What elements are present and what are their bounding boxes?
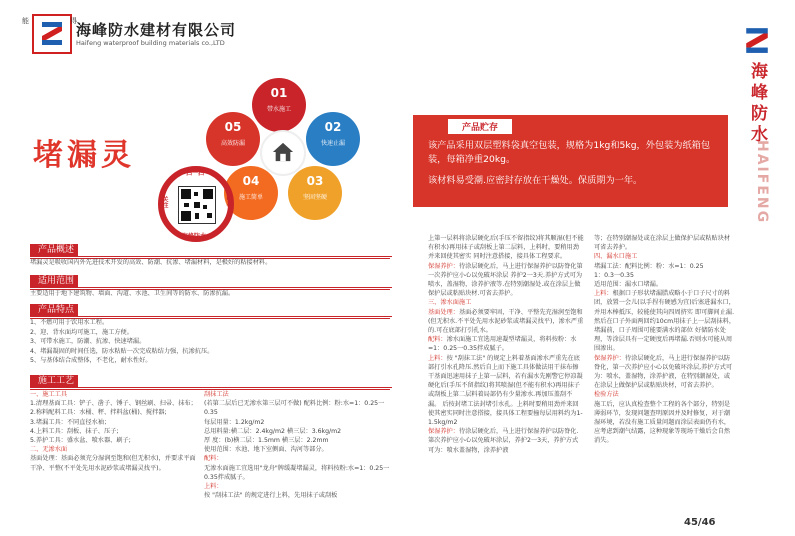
feature-label: 坚固坚硬 xyxy=(302,194,327,201)
right-line xyxy=(428,427,584,455)
feature-num: 04 xyxy=(242,174,260,188)
storage-line-2: 该材料易受潮.应密封存放在干燥处。保质期为一年。 xyxy=(428,175,643,186)
scope-text: 主要适用于地下建筑物、墙面、沟道、水池、卫生间等的防水、防渗抗漏。 xyxy=(30,290,235,297)
trait-item: 5、与基体结合成整体，不老化，耐水性好。 xyxy=(30,357,152,364)
right-lead: 保湿养护： xyxy=(428,262,459,270)
process-line: 基面处理：基面必须充分湿润至饱和(但无积水)，并要求平面干净、平整(不平处先用水泥砂浆或堵漏灵找平)。 xyxy=(30,455,196,472)
process-line: 按 "刮抹工法" 的规定进行上料，先用抹子或刮板 xyxy=(204,492,338,500)
logo-small-left: 能 xyxy=(22,17,29,25)
qr-stamp-bottom: 海峰防水 xyxy=(182,233,207,240)
company-logo xyxy=(32,14,72,54)
right-lead: 保湿养护： xyxy=(594,354,625,362)
feature-petal-5 xyxy=(206,112,260,166)
right-body: 按 "刮抹工法" 的规定上料着基面渗水严重先在底部打引水孔降压.然后自上而下施工具体做法用干抹布擦干基面迅速用抹子上第一层料，若有漏水先刚警它停凉凝硬化后(手压不留指纹)将其喷湿(但不能有积水)再用抹子或刮板上第二层料着局部仍有少量渗水.再加压盖刮不漏。 后按封堵工法封堵引水孔。上料时要稍用劲并来回使其密实同时注意搭接，接具体工程要撞每层用料约为1-1.5kg/m2 xyxy=(428,354,583,427)
feature-num: 05 xyxy=(224,120,242,134)
traits-list xyxy=(30,318,392,366)
feature-num: 01 xyxy=(270,86,288,100)
process-col-2 xyxy=(204,390,392,500)
process-line: 厚 度：(b)横二层：1.5mm 横三层：2.2mm xyxy=(204,437,329,445)
right-line: 三、渗水面施工 xyxy=(428,299,472,307)
process-col-1 xyxy=(30,390,198,473)
storage-line-1: 该产品采用双层塑料袋真空包装，规格为1kg和5kg，外包装为纸箱包装，每箱净重20kg。 xyxy=(428,140,711,165)
right-line xyxy=(428,335,584,353)
feature-petal-2 xyxy=(306,112,360,166)
feature-petal-3 xyxy=(288,166,342,220)
process-line: 5.养护工具：盛水盆、喷水器、刷子; xyxy=(30,437,131,445)
right-body: 基面必须要牢固，干净、平整先充湿润至饱和(但无积水.不平处先用水泥砂浆或堵漏灵找平)，渗水严重的.可在底部打引孔水。 xyxy=(428,308,584,335)
home-icon xyxy=(272,141,294,163)
overview-text: 堵漏灵是吸收国内外先进技术开发的高效、防潮、抗渗、堵漏材料，是极好的粘接材料。 xyxy=(30,259,272,266)
feature-num: 02 xyxy=(324,120,342,134)
process-line: 刮抹工法 xyxy=(204,391,229,398)
process-rule xyxy=(30,387,392,388)
process-line: (若第二层后已无渗水第三层可不做) 配料比例：粉:水=1：0.25一0.35 xyxy=(204,400,385,417)
scope-heading: 适用范围 xyxy=(30,275,78,287)
logo-small-right: 得 xyxy=(70,17,77,25)
right-line xyxy=(594,289,736,353)
overview-heading: 产品概述 xyxy=(30,244,78,256)
trait-item: 2、迎、背水面均可施工，施工方便。 xyxy=(30,328,133,336)
qr-code[interactable] xyxy=(178,186,216,224)
right-col-1 xyxy=(428,234,584,455)
right-body: 待涂层硬化后，马上进行保湿养护以防脊化.第次养护应小心以免破坏涂层，养护2一3天，养护方式可为：喷水盖湿物，涂养护液 xyxy=(428,428,579,454)
right-col-2 xyxy=(594,234,736,446)
process-line: 配料： xyxy=(204,455,223,463)
process-line: 使用范围：水池、地下室侧面、沟河等部分。 xyxy=(204,446,328,454)
process-line: 2.称料配料工具：水桶、秤、拌料盆(桶)、搅拌器; xyxy=(30,409,167,417)
process-line: 总用料量:横二层：2.4kg/m2 横三层：3.6kg/m2 xyxy=(204,427,342,435)
right-line xyxy=(428,262,584,299)
right-lead: 基面处理： xyxy=(428,308,459,316)
right-line: 四、漏水口施工 xyxy=(594,253,638,261)
right-line: 适用范围：漏水口堵漏。 xyxy=(594,281,663,289)
storage-title: 产品贮存 xyxy=(448,119,512,134)
right-line: 上第一层料将涂层硬化后(手压不留指纹)将其顺湿(但不能有积水)再用抹子或刮板上第二层料，上料时，要稍用劲并来回使其密实 同时注意搭接，接具体工程要求。 xyxy=(428,235,584,261)
right-body: 根据口子形状堵漏腊成略小于口子尺寸的料团，放置一会儿(以手捏有硬感为宜)后塞进漏水口，并用木棒抵压，较能使其向四周挤实 即可脚间止漏.然后在口子外面两回约10cm用抹子上一层刮抹料，堵漏前，口子周围可能要满水的部位 好储防水处理，等涂层具有一定硬度后再堵漏.否则水可能从周围渗出。 xyxy=(594,290,736,353)
overview-rule xyxy=(30,256,392,257)
product-title: 堵漏灵 xyxy=(33,138,135,173)
right-line: 施工后，应认真检查整个工程的各个部分，特别是薄弱环节，发现问题查明原因并及时修复，对于潮湿环境，若没有施工质量问题而涂层表面仍有水，应考虑到潮气结露，这种现象等现场干燥后会自然消失。 xyxy=(594,400,731,445)
feature-label: 带水施工 xyxy=(266,106,291,113)
brand-logo-icon xyxy=(744,26,770,54)
process-line: 4.上料工具：刮板、抹子、压子; xyxy=(30,427,119,435)
feature-label: 快速止漏 xyxy=(320,140,345,147)
right-line xyxy=(594,354,736,391)
right-line xyxy=(428,308,584,336)
process-heading: 施工工艺 xyxy=(30,375,78,387)
traits-heading: 产品特点 xyxy=(30,304,78,316)
qr-stamp-top: 扫一扫 xyxy=(186,170,205,177)
right-lead: 上料： xyxy=(428,354,447,362)
scope-rule xyxy=(30,287,392,288)
process-line: 1.清理基面工具：铲子、凿子、锤子、钢丝刷、扫帚、抹布； xyxy=(30,400,197,408)
qr-stamp-left: 关注 xyxy=(161,196,168,208)
feature-label: 施工简单 xyxy=(238,194,263,201)
feature-petal-1 xyxy=(252,78,306,132)
right-line: 等；在特别潮湿处或在涂层上做保护层或粘贴块材可省去养护。 xyxy=(594,235,731,252)
trait-item: 4、堵漏凝固的时间任选，防水粘贴一次完成粘结力强，抗渗抗压。 xyxy=(30,347,214,355)
right-line: 1：0.3一0.35 xyxy=(594,271,634,279)
brand-vertical-cn: 海峰防水 xyxy=(747,62,767,146)
process-line: 上料： xyxy=(204,483,223,491)
right-lead: 上料： xyxy=(594,290,613,298)
qr-stamp-right: 防水 xyxy=(225,194,232,206)
right-body: 待涂层硬化后，马上进行保湿养护以防脊化，第一次养护应小心以免破坏涂层,养护方式可为：喷水，盖湿物，涂养护液，在特别潮湿处，或在涂层上做保护层或粘贴块材，可省去养护。 xyxy=(594,354,733,390)
right-lead: 配料： xyxy=(428,336,447,344)
feature-center xyxy=(260,130,306,176)
feature-label: 高效防漏 xyxy=(220,140,245,147)
right-line: 堵漏工法：配料比例：粉：水=1：0.25 xyxy=(594,262,704,270)
right-line xyxy=(428,354,584,428)
trait-item: 3、可带水施工，防潮、抗渗、快速堵漏。 xyxy=(30,338,146,345)
right-body: 渗水面施工宜选用速凝型堵漏灵，将料按粉：水=1：0.25一0.35拌成腻子。 xyxy=(428,336,577,353)
process-line: 无渗水面施工宜选用"龙舟"牌缓凝堵漏灵，将料按粉:水=1：0.25一0.35拌成腻子。 xyxy=(204,464,390,481)
right-body: 待涂层硬化后，马上进行保湿养护以防脊化第一次养护应小心以免破坏涂层 养护2一3天.养护方式可为喷水，盖湿物，涂养护液等.在特别潮湿处.或在涂层上做保护层或粘贴块材.可省去养护。 xyxy=(428,262,583,298)
logo-z-icon xyxy=(40,20,64,46)
feature-num: 03 xyxy=(306,174,324,188)
trait-item: 1、不燃可用于饮用水工程。 xyxy=(30,319,109,326)
page-number: 45/46 xyxy=(684,517,716,528)
right-lead: 保湿养护： xyxy=(428,428,459,436)
company-name-en: Haifeng waterproof building materials co.,LTD xyxy=(76,39,225,47)
process-line: 二、无渗水面 xyxy=(30,446,68,454)
traits-rule xyxy=(30,316,392,317)
right-line: 检验方法 xyxy=(594,391,619,399)
company-name-cn: 海峰防水建材有限公司 xyxy=(76,21,237,39)
process-line: 3.堵漏工具：不同直径水袖； xyxy=(30,418,111,426)
process-line: 一、施工工具 xyxy=(30,391,68,398)
brand-vertical-en: HAIFENG xyxy=(754,140,770,225)
process-line: 每层用量：1.2kg/m2 xyxy=(204,418,265,426)
